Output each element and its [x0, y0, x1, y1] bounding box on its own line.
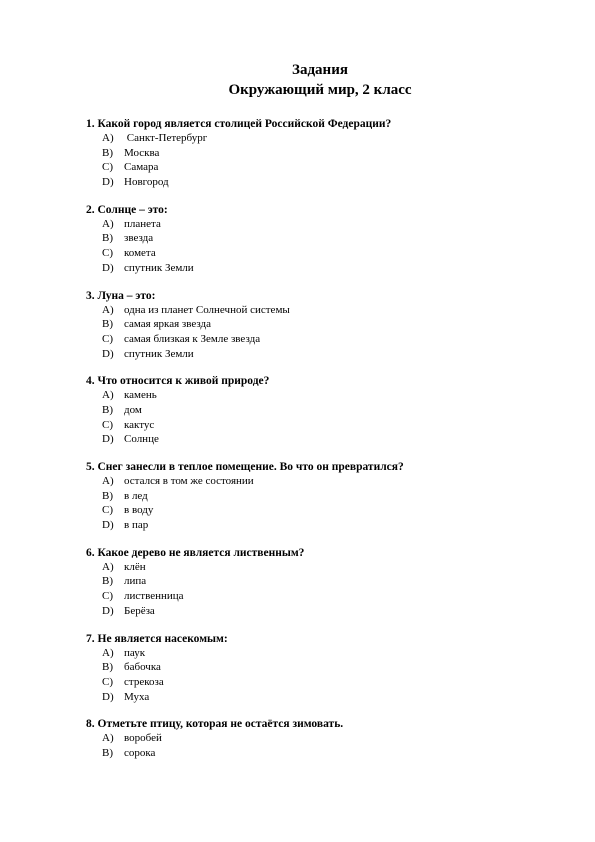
question-text: 4. Что относится к живой природе?: [86, 375, 270, 388]
option-text: Москва: [124, 146, 160, 159]
answer-option: [86, 175, 566, 190]
option-letter: C): [102, 590, 113, 603]
question-text: 6. Какое дерево не является лиственным?: [86, 546, 305, 559]
option-letter: D): [102, 690, 114, 703]
option-letter: B): [102, 489, 113, 502]
answer-option: [86, 660, 566, 675]
answer-options: [86, 131, 566, 190]
answer-options: [86, 217, 566, 276]
option-letter: C): [102, 332, 113, 345]
option-letter: D): [102, 347, 114, 360]
question-block: [86, 632, 566, 705]
answer-option: [86, 217, 566, 232]
option-text: клён: [124, 560, 146, 573]
answer-option: [86, 746, 566, 761]
option-letter: A): [102, 732, 114, 745]
option-letter: A): [102, 475, 114, 487]
option-text: лиственница: [124, 590, 184, 603]
answer-option: [86, 347, 566, 362]
option-text: спутник Земли: [124, 347, 194, 360]
question-block: [86, 117, 566, 190]
answer-option: [86, 418, 566, 433]
option-text: липа: [124, 575, 147, 588]
answer-option: [86, 675, 566, 690]
question-list: [86, 117, 566, 774]
option-text: кактус: [124, 418, 155, 431]
option-letter: B): [102, 146, 113, 159]
question-block: [86, 546, 566, 619]
option-text: спутник Земли: [124, 261, 194, 274]
answer-options: [86, 731, 566, 760]
option-text: Санкт-Петербург: [124, 132, 208, 144]
answer-option: [86, 574, 566, 589]
option-text: комета: [124, 247, 156, 260]
option-letter: A): [102, 389, 114, 402]
answer-option: [86, 503, 566, 518]
option-text: планета: [124, 217, 161, 230]
answer-option: [86, 303, 566, 318]
option-text: в воду: [124, 504, 154, 517]
option-letter: B): [102, 661, 113, 674]
answer-option: [86, 403, 566, 418]
answer-option: [86, 604, 566, 619]
option-text: паук: [124, 646, 146, 659]
option-text: в пар: [124, 519, 149, 532]
answer-option: [86, 690, 566, 705]
option-letter: D): [102, 604, 114, 617]
question-text: 1. Какой город является столицей Российской Федерации?: [86, 118, 392, 130]
answer-option: [86, 131, 566, 146]
option-letter: B): [102, 232, 113, 245]
question-block: [86, 460, 566, 533]
question-text: 7. Не является насекомым:: [86, 632, 228, 645]
option-text: Новгород: [124, 176, 169, 189]
answer-option: [86, 388, 566, 403]
question-block: [86, 289, 566, 362]
option-letter: B): [102, 746, 113, 759]
answer-option: [86, 646, 566, 661]
option-text: одна из планет Солнечной системы: [124, 303, 290, 316]
answer-option: [86, 432, 566, 447]
option-text: дом: [124, 403, 142, 416]
option-letter: C): [102, 504, 113, 517]
option-text: звезда: [124, 232, 154, 245]
answer-option: [86, 474, 566, 489]
answer-options: [86, 646, 566, 705]
option-letter: B): [102, 575, 113, 588]
document-subtitle: Окружающий мир, 2 класс: [228, 82, 412, 98]
answer-option: [86, 160, 566, 175]
option-text: бабочка: [124, 661, 161, 674]
option-text: Солнце: [124, 433, 159, 446]
answer-option: [86, 560, 566, 575]
question-block: [86, 374, 566, 447]
option-letter: C): [102, 161, 113, 174]
answer-option: [86, 231, 566, 246]
answer-options: [86, 560, 566, 619]
option-text: Муха: [124, 690, 150, 703]
option-letter: C): [102, 247, 113, 260]
answer-options: [86, 303, 566, 362]
question-text: 5. Снег занесли в теплое помещение. Во что он превратился?: [86, 461, 404, 473]
option-text: воробей: [124, 732, 162, 745]
answer-option: [86, 146, 566, 161]
option-text: сорока: [124, 746, 156, 759]
option-letter: D): [102, 176, 114, 189]
option-letter: C): [102, 418, 113, 431]
option-letter: D): [102, 433, 114, 446]
option-text: камень: [124, 389, 157, 402]
option-letter: A): [102, 646, 114, 659]
option-letter: A): [102, 560, 114, 573]
option-letter: A): [102, 132, 114, 144]
option-letter: A): [102, 303, 114, 316]
answer-option: [86, 246, 566, 261]
option-letter: B): [102, 318, 113, 331]
option-text: стрекоза: [124, 675, 164, 688]
option-letter: D): [102, 519, 114, 532]
question-text: 2. Солнце – это:: [86, 203, 168, 216]
option-text: Самара: [124, 161, 159, 174]
question-text: 3. Луна – это:: [86, 289, 156, 302]
answer-option: [86, 317, 566, 332]
document-title: Задания: [292, 62, 348, 78]
question-text: 8. Отметьте птицу, которая не остаётся зимовать.: [86, 718, 344, 731]
option-letter: A): [102, 217, 114, 230]
answer-option: [86, 731, 566, 746]
option-text: остался в том же состоянии: [124, 475, 254, 487]
answer-option: [86, 518, 566, 533]
answer-option: [86, 489, 566, 504]
option-text: самая яркая звезда: [124, 318, 212, 331]
option-text: самая близкая к Земле звезда: [124, 332, 261, 345]
option-letter: D): [102, 261, 114, 274]
option-text: Берёза: [124, 604, 155, 617]
question-block: [86, 717, 566, 760]
answer-options: [86, 388, 566, 447]
answer-option: [86, 589, 566, 604]
question-block: [86, 203, 566, 276]
answer-options: [86, 474, 566, 533]
option-letter: B): [102, 403, 113, 416]
option-letter: C): [102, 675, 113, 688]
answer-option: [86, 261, 566, 276]
option-text: в лед: [124, 489, 148, 502]
answer-option: [86, 332, 566, 347]
